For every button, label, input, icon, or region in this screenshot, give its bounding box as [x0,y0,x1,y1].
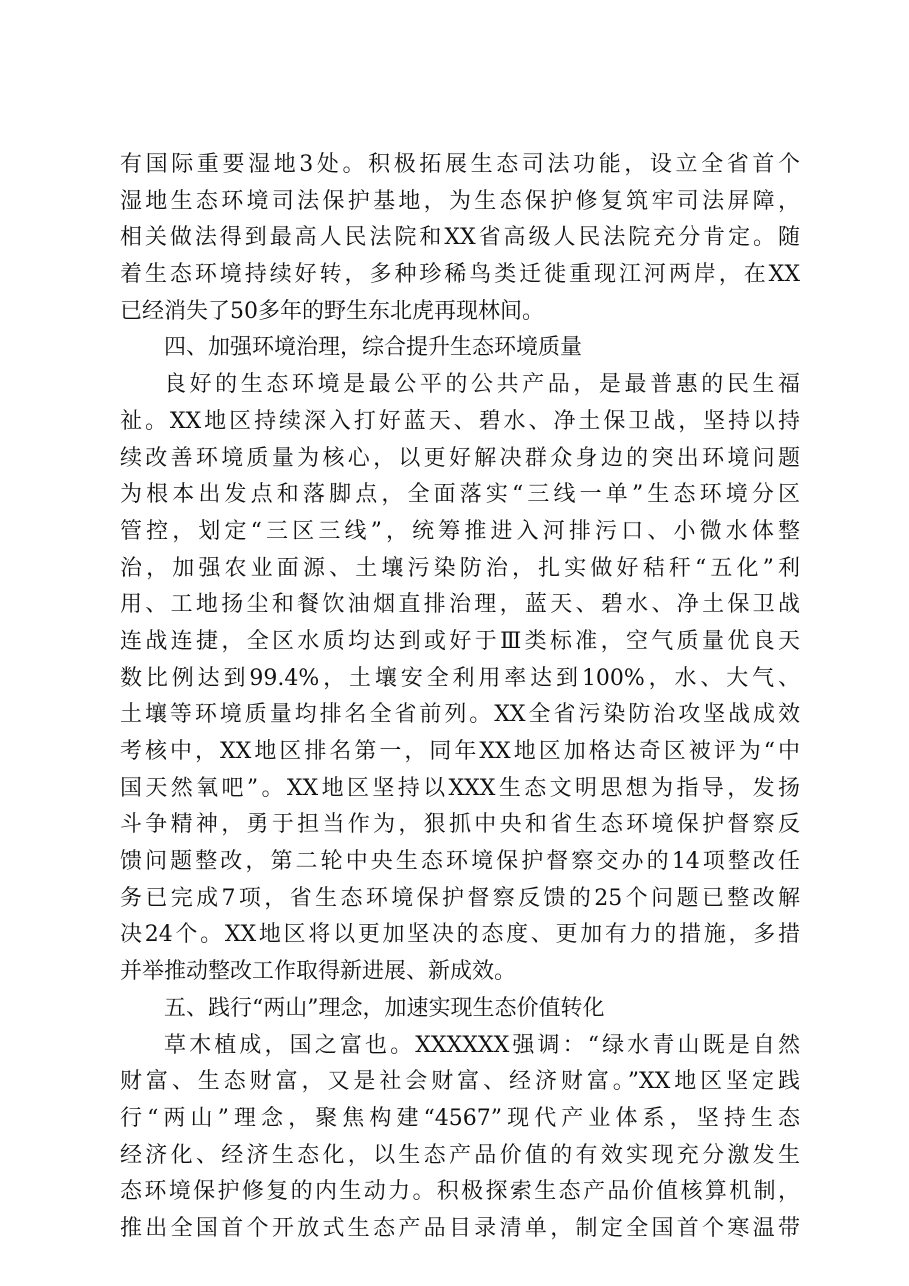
text-line: 已经消失了50多年的野生东北虎再现林间。 [120,298,544,324]
text-line: 斗争精神，勇于担当作为，狠抓中央和省生态环境保护督察反 [120,812,800,838]
text-line: 态环境保护修复的内生动力。积极探索生态产品价值核算机制， [120,1179,800,1205]
text-line: 着生态环境持续好转，多种珍稀鸟类迁徙重现江河两岸，在XX [120,262,800,288]
text-line: 有国际重要湿地3处。积极拓展生态司法功能，设立全省首个 [120,152,800,177]
document-body [120,147,800,1248]
text-line: 续改善环境质量为核心，以更好解决群众身边的突出环境问题 [120,445,800,471]
text-line: 推出全国首个开放式生态产品目录清单，制定全国首个寒温带 [120,1215,800,1241]
text-line: 为根本出发点和落脚点，全面落实“三线一单”生态环境分区 [120,482,800,508]
text-line: 用、工地扬尘和餐饮油烟直排治理，蓝天、碧水、净土保卫战 [120,592,800,618]
text-line: 并举推动整改工作取得新进展、新成效。 [120,959,517,985]
text-line: 草木植成，国之富也。XXXXXX强调：“绿水青山既是自然 [164,1032,800,1058]
text-line: 务已完成7项，省生态环境保护督察反馈的25个问题已整改解 [120,885,800,911]
text-line: 四、加强环境治理，综合提升生态环境质量 [164,335,583,361]
text-line: 决24个。XX地区将以更加坚决的态度、更加有力的措施，多措 [120,922,800,948]
text-line: 相关做法得到最高人民法院和XX省高级人民法院充分肯定。随 [120,225,800,251]
text-line: 湿地生态环境司法保护基地，为生态保护修复筑牢司法屏障， [120,188,800,214]
text-line: 治，加强农业面源、土壤污染防治，扎实做好秸秆“五化”利 [120,555,800,581]
text-line: 连战连捷，全区水质均达到或好于Ⅲ类标准，空气质量优良天 [120,628,800,654]
text-line: 管控，划定“三区三线”，统筹推进入河排污口、小微水体整 [120,518,800,544]
text-line: 馈问题整改，第二轮中央生态环境保护督察交办的14项整改任 [120,849,800,875]
text-line: 经济化、经济生态化，以生态产品价值的有效实现充分激发生 [120,1142,800,1168]
text-line: 考核中，XX地区排名第一，同年XX地区加格达奇区被评为“中 [120,739,800,764]
text-line: 五、践行“两山”理念，加速实现生态价值转化 [164,995,605,1021]
text-line: 财富、生态财富，又是社会财富、经济财富。”XX地区坚定践 [120,1069,800,1095]
text-line: 土壤等环境质量均排名全省前列。XX全省污染防治攻坚战成效 [120,702,800,728]
text-line: 良好的生态环境是最公平的公共产品，是最普惠的民生福 [164,372,800,398]
text-line: 祉。XX地区持续深入打好蓝天、碧水、净土保卫战，坚持以持 [120,408,800,434]
text-line: 行“两山”理念，聚焦构建“4567”现代产业体系，坚持生态 [120,1105,800,1131]
text-line: 国天然氧吧”。XX地区坚持以XXX生态文明思想为指导，发扬 [120,775,800,801]
text-line: 数比例达到99.4%，土壤安全利用率达到100%，水、大气、 [120,665,800,691]
